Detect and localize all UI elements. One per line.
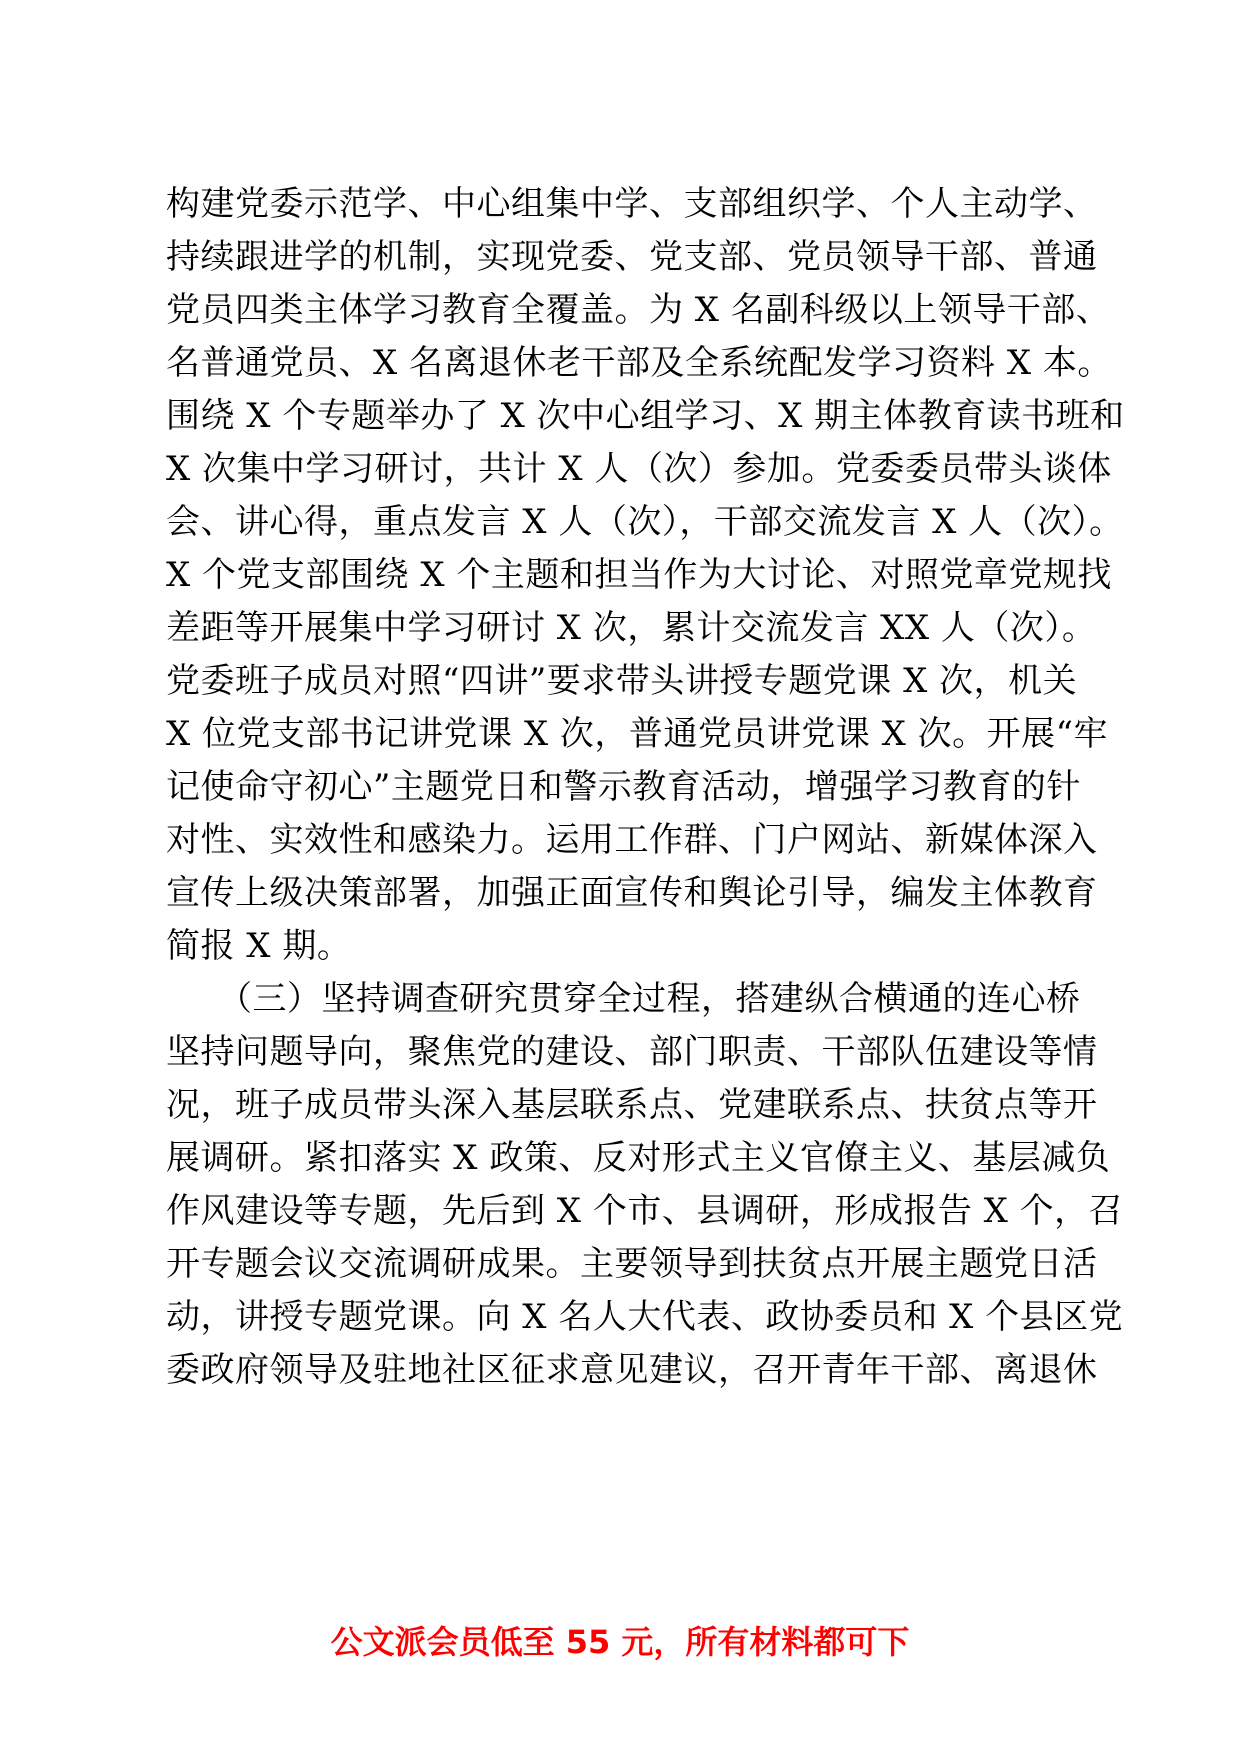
body-line-19: 展调研。紧扣落实 X 政策、反对形式主义官僚主义、基层减负 — [166, 1138, 1111, 1178]
body-line-18: 况，班子成员带头深入基层联系点、党建联系点、扶贫点等开 — [166, 1085, 1098, 1125]
section-heading: （三）坚持调查研究贯穿全过程，搭建纵合横通的连心桥 — [166, 979, 1081, 1019]
body-line-21: 开专题会议交流调研成果。主要领导到扶贫点开展主题党日活 — [166, 1244, 1098, 1284]
promo-footer: 公文派会员低至 55 元，所有材料都可下 — [330, 1623, 910, 1661]
body-line-9: 差距等开展集中学习研讨 X 次，累计交流发言 XX 人（次）。 — [166, 608, 1097, 648]
body-line-22: 动，讲授专题党课。向 X 名人大代表、政协委员和 X 个县区党 — [166, 1297, 1124, 1337]
body-line-6: X 次集中学习研讨，共计 X 人（次）参加。党委委员带头谈体 — [166, 449, 1112, 489]
body-line-1: 构建党委示范学、中心组集中学、支部组织学、个人主动学、 — [166, 184, 1098, 224]
body-line-10: 党委班子成员对照“四讲”要求带头讲授专题党课 X 次，机关 — [166, 661, 1078, 701]
body-line-17: 坚持问题导向，聚焦党的建设、部门职责、干部队伍建设等情 — [166, 1032, 1098, 1072]
body-line-23: 委政府领导及驻地社区征求意见建议，召开青年干部、离退休 — [166, 1350, 1098, 1390]
body-line-2: 持续跟进学的机制，实现党委、党支部、党员领导干部、普通 — [166, 237, 1098, 277]
body-line-7: 会、讲心得，重点发言 X 人（次），干部交流发言 X 人（次）。 — [166, 502, 1124, 542]
body-line-20: 作风建设等专题，先后到 X 个市、县调研，形成报告 X 个，召 — [166, 1191, 1124, 1231]
body-line-12: 记使命守初心”主题党日和警示教育活动，增强学习教育的针 — [166, 767, 1081, 807]
body-line-14: 宣传上级决策部署，加强正面宣传和舆论引导，编发主体教育 — [166, 873, 1098, 913]
body-line-11: X 位党支部书记讲党课 X 次，普通党员讲党课 X 次。开展“牢 — [166, 714, 1109, 754]
body-line-5: 围绕 X 个专题举办了 X 次中心组学习、X 期主体教育读书班和 — [166, 396, 1125, 436]
body-line-4: 名普通党员、X 名离退休老干部及全系统配发学习资料 X 本。 — [166, 343, 1112, 383]
body-line-15: 简报 X 期。 — [166, 926, 352, 966]
body-line-8: X 个党支部围绕 X 个主题和担当作为大讨论、对照党章党规找 — [166, 555, 1112, 595]
body-line-13: 对性、实效性和感染力。运用工作群、门户网站、新媒体深入 — [166, 820, 1098, 860]
body-line-3: 党员四类主体学习教育全覆盖。为 X 名副科级以上领导干部、 — [166, 290, 1111, 330]
